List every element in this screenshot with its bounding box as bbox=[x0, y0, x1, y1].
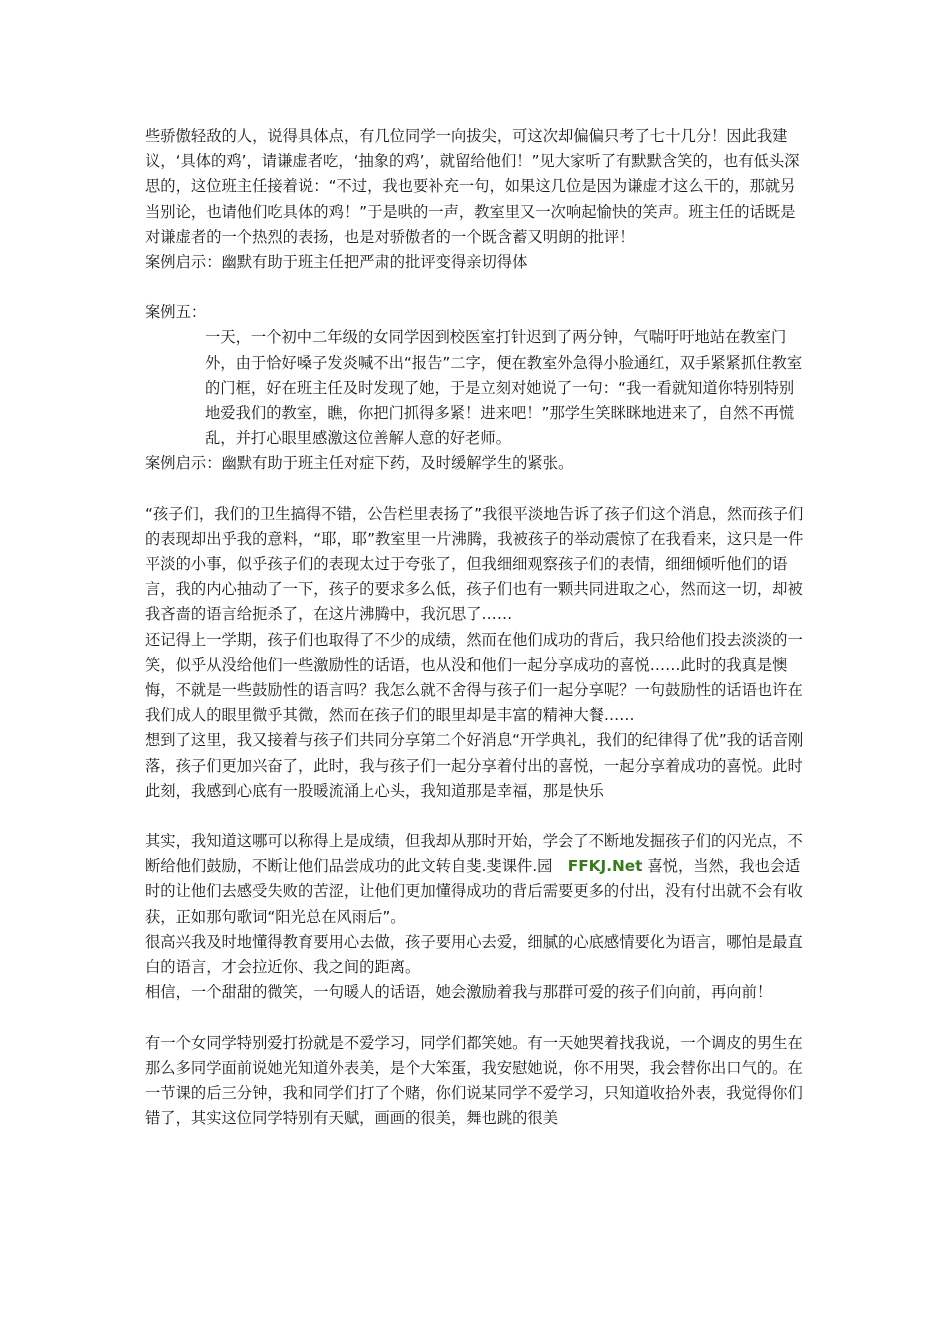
site-brand-link[interactable]: FFKJ.Net bbox=[567, 857, 643, 876]
story-paragraph-4-text-a: 其实，我知道这哪可以称得上是成绩，但我却从那时开始，学会了不断地发掘孩子们的闪光点，不断给他们鼓励，不断让他们品尝成功的此文转自斐.斐课件.园 bbox=[145, 832, 803, 876]
blank-line bbox=[145, 477, 809, 502]
case-insight-4: 案例启示：幽默有助于班主任把严肃的批评变得亲切得体 bbox=[145, 253, 528, 272]
case-5-text: 一天，一个初中二年级的女同学因到校医室打针迟到了两分钟，气喘吁吁地站在教室门外，由于恰好嗓子发炎喊不出“报告”二字，便在教室外急得小脸通红，双手紧紧抓住教室的门框，好在班主任及时发现了她，于是立刻对她说了一句：“我一看就知道你特别特别地爱我们的教室，瞧，你把门抓得多紧！进来吧！”那学生笑眯眯地进来了，自然不再慌乱，并打心眼里感激这位善解人意的好老师。 bbox=[205, 328, 803, 448]
story-paragraph-5: 很高兴我及时地懂得教育要用心去做，孩子要用心去爱，细腻的心底感情要化为语言，哪怕是最直白的语言，才会拉近你、我之间的距离。 bbox=[145, 932, 803, 977]
blank-line bbox=[145, 275, 809, 300]
story2-paragraph-1: 有一个女同学特别爱打扮就是不爱学习，同学们都笑她。有一天她哭着找我说，一个调皮的男生在那么多同学面前说她光知道外表美，是个大笨蛋，我安慰她说，你不用哭，我会替你出口气的。在一节课的后三分钟，我和同学们打了个赌，你们说某同学不爱学习，只知道收拾外表，我觉得你们错了，其实这位同学特别有天赋，画画的很美，舞也跳的很美 bbox=[145, 1033, 803, 1128]
story-paragraph-1: “孩子们，我们的卫生搞得不错，公告栏里表扬了”我很平淡地告诉了孩子们这个消息，然而孩子们的表现却出乎我的意料，“耶，耶”教室里一片沸腾，我被孩子的举动震惊了在我看来，这只是一件平淡的小事，似乎孩子们的表现太过于夸张了，但我细细观察孩子们的表情，细细倾听他们的语言，我的内心抽动了一下，孩子的要求多么低，孩子们也有一颗共同进取之心，然而这一切，却被我吝啬的语言给扼杀了，在这片沸腾中，我沉思了…… bbox=[145, 504, 804, 624]
story-paragraph-2: 还记得上一学期，孩子们也取得了不少的成绩，然而在他们成功的背后，我只给他们投去淡淡的一笑，似乎从没给他们一些激励性的话语，也从没和他们一起分享成功的喜悦……此时的我真是懊悔，不就是一些鼓励性的语言吗？我怎么就不舍得与孩子们一起分享呢？一句鼓励性的话语也许在我们成人的眼里微乎其微，然而在孩子们的眼里却是丰富的精神大餐…… bbox=[145, 630, 803, 725]
case-insight-5: 案例启示：幽默有助于班主任对症下药，及时缓解学生的紧张。 bbox=[145, 454, 574, 473]
story-paragraph-3: 想到了这里，我又接着与孩子们共同分享第二个好消息“开学典礼，我们的纪律得了优”我的话音刚落，孩子们更加兴奋了，此时，我与孩子们一起分享着付出的喜悦，一起分享着成功的喜悦。此时此刻，我感到心底有一股暖流涌上心头，我知道那是幸福，那是快乐 bbox=[145, 731, 804, 800]
paragraph-class-teacher-speech: 些骄傲轻敌的人，说得具体点，有几位同学一向拔尖，可这次却偏偏只考了七十几分！因此我建议，‘具体的鸡’，请谦虚者吃，‘抽象的鸡’，就留给他们！”见大家听了有默默含笑的，也有低头深思的，这位班主任接着说：“不过，我也要补充一句，如果这几位是因为谦虚才这么干的，那就另当别论，也请他们吃具体的鸡！”于是哄的一声，教室里又一次响起愉快的笑声。班主任的话既是对谦虚者的一个热烈的表扬，也是对骄傲者的一个既含蓄又明朗的批评！ bbox=[145, 127, 800, 246]
story-paragraph-4-text-b: 喜悦，当然，我也会适时的让他们去感受失败的苦涩，让他们更加懂得成功的背后需要更多的付出，没有付出就不会有收获，正如那句歌词“阳光总在风雨后”。 bbox=[145, 857, 803, 926]
blank-line bbox=[145, 804, 809, 829]
case-5-title: 案例五： bbox=[145, 303, 207, 322]
story-paragraph-6: 相信，一个甜甜的微笑，一句暖人的话语，她会激励着我与那群可爱的孩子们向前，再向前！ bbox=[145, 983, 773, 1002]
document-body bbox=[145, 124, 809, 1131]
story-paragraph-4 bbox=[145, 829, 809, 930]
blank-line bbox=[145, 1006, 809, 1031]
